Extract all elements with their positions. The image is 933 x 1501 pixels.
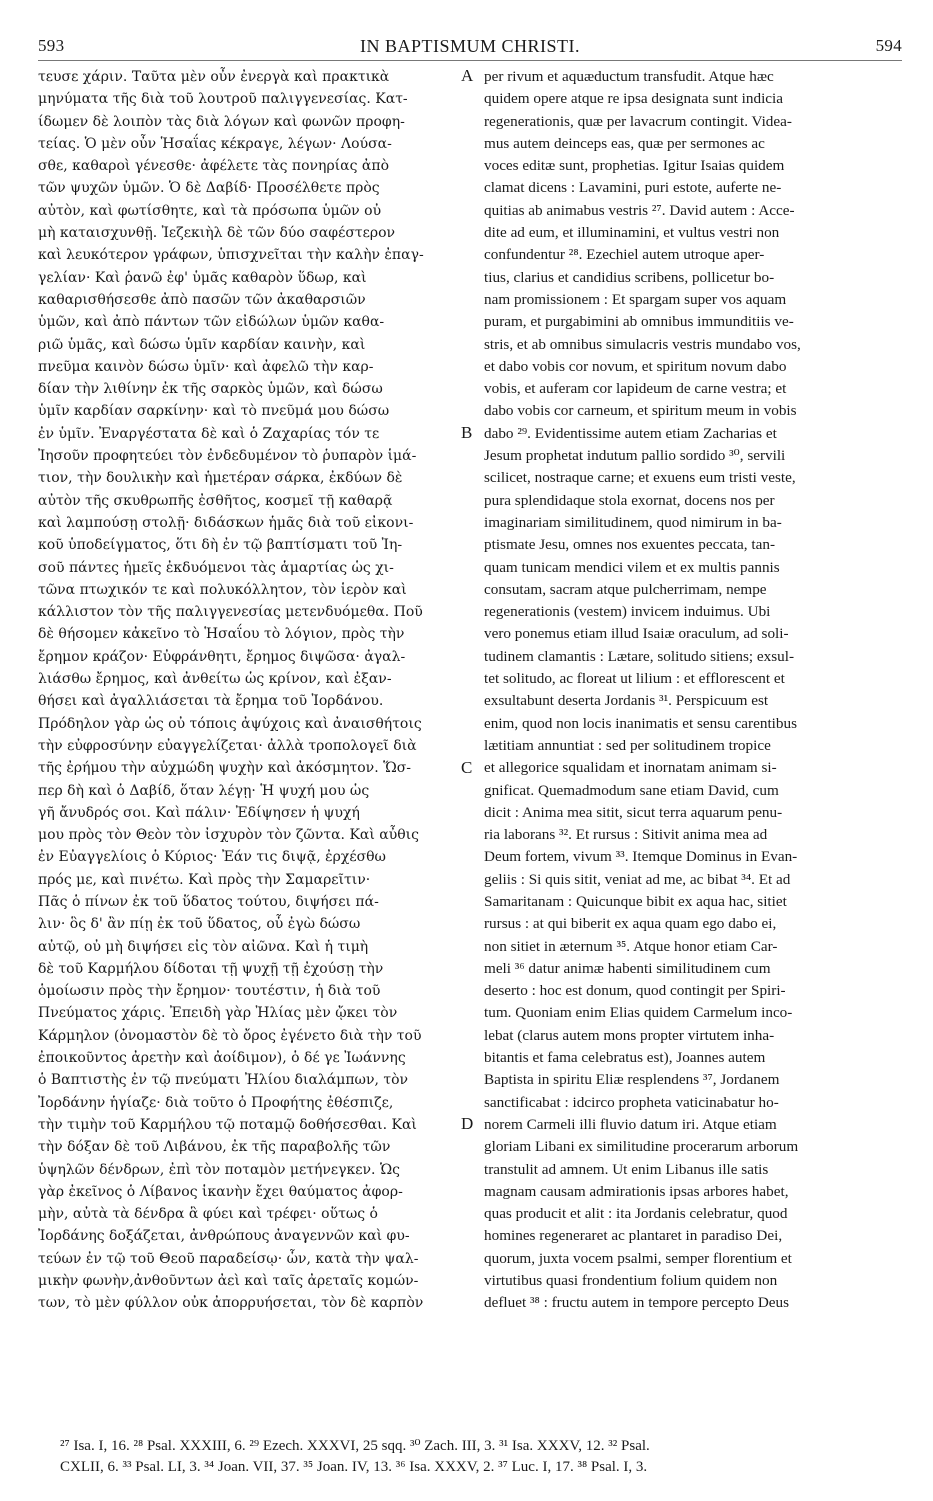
footnotes [60,1436,905,1478]
greek-text-line: Ἰησοῦν προφητεύει τὸν ἐνδεδυμένον τὸ ῥυπαρὸν ἱμά- [38,448,417,465]
latin-text-line: Samaritanam : Quicunque bibit ex aqua hac, sitiet [484,892,787,910]
latin-text-line: geliis : Si quis sitit, veniat ad me, ac bibat ³⁴. Et ad [484,870,791,888]
latin-text-line: quitias ab animabus vestris ²⁷. David autem : Acce- [484,201,795,219]
greek-text-line: ὑμῶν, καὶ ἀπὸ πάντων τῶν εἰδώλων ὑμῶν καθα- [38,314,385,331]
latin-text-line: ria laborans ³². Et rursus : Sitivit anima mea ad [484,826,768,844]
latin-text-line: et dabo vobis cor novum, et spiritum novum dabo [484,357,787,375]
greek-text-line: των, τὸ μὲν φύλλον οὐκ ἀπορρυήσεται, τὸν δὲ καρπὸν [38,1295,424,1312]
running-title: IN BAPTISMUM CHRISTI. [359,36,581,56]
latin-text-column [484,66,902,1440]
latin-text-line: voces editæ sunt, prophetias. Igitur Isaias quidem [484,157,785,175]
greek-text-line: καθαρισθήσεσθε ἀπὸ πασῶν τῶν ἀκαθαρσιῶν [38,291,366,308]
greek-text-line: τιον, τὴν δουλικὴν καὶ ἡμετέραν σάρκα, ἐκδύων δὲ [38,470,403,487]
greek-text-line: μὴ καταισχυνθῇ. Ἰεζεκιὴλ δὲ τῶν δύο σαφέστερον [38,225,396,242]
latin-text-line: ptismate Jesu, omnes nos exuentes peccata, tan- [484,536,776,554]
greek-text-line: καὶ λαμπούσῃ στολῇ· διδάσκων ἡμᾶς διὰ τοῦ εἰκονι- [38,514,414,531]
greek-text-line: ὁμοίωσιν πρὸς τὴν ἔρημον· τουτέστιν, ἡ διὰ τοῦ [38,983,381,1000]
latin-text-line: stris, et ab omnibus simulacris vestris mundabo vos, [484,335,801,353]
latin-text-line: quas producit et alit : ita Jordanis celebratur, quod [484,1205,788,1223]
latin-text-line: quorum, juxta vocem psalmi, semper florentium et [484,1249,792,1267]
section-marker-a: A [461,66,474,85]
page-number-left: 593 [38,36,65,55]
latin-text-line: lætitiam annuntiat : sed per solitudinem tropice [484,736,771,754]
latin-text-line: transtulit ad amnem. Ut enim Libanus ille satis [484,1160,769,1178]
latin-text-line: scilicet, nostraque carne; et exuens eum tristi veste, [484,469,796,487]
latin-text-line: consutam, sacram atque pulcherrimam, nempe [484,580,767,598]
greek-text-line: τὴν τιμὴν τοῦ Καρμήλου τῷ ποταμῷ δοθήσεσθαι. Καὶ [38,1116,417,1133]
greek-text-line: τείας. Ὁ μὲν οὖν Ἡσαΐας κέκραγε, λέγων· Λούσα- [38,135,392,152]
greek-text-line: τὴν εὐφροσύνην εὐαγγελίζεται· ἀλλὰ τροπολογεῖ διὰ [38,737,417,754]
greek-text-line: καὶ λευκότερον γράφων, ὑπισχνεῖται τὴν καλὴν ἐπαγ- [38,247,424,264]
latin-text-line: tet solitudo, ac floreat ut lilium : et efflorescent et [484,670,785,688]
latin-text-line: dicit : Anima mea sitit, sicut terra aquarum penu- [484,803,783,821]
section-marker-b: B [461,423,473,442]
latin-text-line: gnificat. Quemadmodum sane etiam David, cum [484,781,779,799]
greek-text-line: δίαν τὴν λιθίνην ἐκ τῆς σαρκὸς ὑμῶν, καὶ δώσω [38,381,383,398]
greek-text-line: πρός με, καὶ πινέτω. Καὶ πρὸς τὴν Σαμαρεῖτιν· [38,871,371,888]
greek-text-line: ὑψηλῶν δένδρων, ἐπὶ τὸν ποταμὸν μετήνεγκεν. Ὡς [38,1161,400,1178]
greek-text-line: αὐτῷ, οὐ μὴ διψήσει εἰς τὸν αἰῶνα. Καὶ ἡ τιμὴ [38,938,369,955]
greek-text-line: γῆ ἄνυδρός σοι. Καὶ πάλιν· Ἐδίψησεν ἡ ψυχή [38,804,360,821]
latin-text-line: bitantis et fama celebratus est), Joannes autem [484,1049,766,1067]
latin-text-line: tudinem clamantis : Lætare, solitudo sitiens; exsul- [484,647,795,665]
latin-text-line: magnam causam admirationis ipsas arbores habet, [484,1182,789,1200]
greek-text-line: πνεῦμα καινὸν δώσω ὑμῖν· καὶ ἀφελῶ τὴν καρ- [38,358,374,375]
latin-text-line: rursus : at qui biberit ex aqua quam ego dabo ei, [484,915,777,933]
greek-text-line: τῶν ψυχῶν ὑμῶν. Ὁ δὲ Δαβίδ· Προσέλθετε πρὸς [38,180,380,197]
greek-text-line: γελίαν· Καὶ ῥανῶ ἐφ' ὑμᾶς καθαρὸν ὕδωρ, καὶ [38,269,367,286]
greek-text-line: τὴν δόξαν δὲ τοῦ Λιβάνου, ἐκ τῆς παραβολῆς τῶν [38,1139,391,1156]
latin-text-line: et allegorice squalidam et inornatam animam si- [484,759,777,777]
greek-text-line: κάλλιστον τὸν τῆς παλιγγενεσίας μετενδυόμεθα. Ποῦ [38,604,423,621]
greek-text-line: τεύων ἐν τῷ τοῦ Θεοῦ παραδείσῳ· ὧν, κατὰ τὴν ψαλ- [38,1250,419,1267]
latin-text-line: regenerationis, quæ per lavacrum contingit. Videa- [484,112,792,130]
greek-text-line: Πρόδηλον γὰρ ὡς οὐ τόποις ἀψύχοις καὶ ἀναισθήτοις [38,715,422,732]
greek-text-line: σθε, καθαροὶ γένεσθε· ἀφέλετε τὰς πονηρίας ἀπὸ [38,158,389,175]
greek-text-line: τῶνα πτωχικόν τε καὶ πολυκόλλητον, τὸν ἱερὸν καὶ [38,581,407,598]
section-marker-d: D [461,1114,474,1133]
latin-text-line: homines regeneraret ac plantaret in paradiso Dei, [484,1227,783,1245]
latin-text-line: enim, quod non locis inanimatis et sensu carentibus [484,714,797,732]
latin-text-line: lebat (clarus autem mons propter virtutem inha- [484,1026,775,1044]
greek-text-line: Ἰορδάνην ἡγίαζε· διὰ τοῦτο ὁ Προφήτης ἐθέσπιζε, [38,1094,394,1111]
page-header [38,30,902,60]
latin-text-line: exsultabunt deserta Jordanis ³¹. Perspicuum est [484,692,769,710]
footnote-line: ²⁷ Isa. I, 16. ²⁸ Psal. XXXIII, 6. ²⁹ Ezech. XXXVI, 25 sqq. ³⁰ Zach. III, 3. ³¹ Isa. XXXV, 12. ³² Psal. [60,1438,650,1454]
latin-text-line: sanctificabat : idcirco propheta vaticinabatur ho- [484,1093,779,1111]
greek-text-line: τῆς ἐρήμου τὴν αὐχμώδη ψυχὴν καὶ ἀκόσμητον. Ὥσ- [38,760,412,777]
latin-text-line: deserto : hoc est donum, quod contingit per Spiri- [484,982,786,1000]
latin-text-line: confundentur ²⁸. Ezechiel autem utroque aper- [484,246,765,264]
greek-text-line: ἔρημον κράζον· Εὐφράνθητι, ἔρημος διψῶσα· ἀγαλ- [38,648,406,665]
latin-text-line: nam promissionem : Et spargam super vos aquam [484,290,787,308]
latin-text-line: tum. Quoniam enim Elias quidem Carmelum inco- [484,1004,793,1022]
latin-text-line: imaginariam similitudinem, quod nimirum in ba- [484,513,782,531]
greek-text-line: Κάρμηλον (ὀνομαστὸν δὲ τὸ ὄρος ἐγένετο διὰ τὴν τοῦ [38,1027,422,1044]
greek-text-line: σοῦ πάντες ἡμεῖς ἐκδυόμενοι τὰς ἁμαρτίας ὡς χι- [38,559,394,576]
greek-text-line: λιν· ὃς δ' ἂν πίῃ ἐκ τοῦ ὕδατος, οὗ ἐγὼ δώσω [38,916,361,933]
section-marker-c: C [461,758,473,777]
footnote-line: CXLII, 6. ³³ Psal. LI, 3. ³⁴ Joan. VII, 37. ³⁵ Joan. IV, 13. ³⁶ Isa. XXXV, 2. ³⁷ Luc. I, 17. ³⁸ Psal. I, 3. [60,1459,648,1475]
latin-text-line: meli ³⁶ datur animæ habenti similitudinem cum [484,959,771,977]
latin-text-line: gloriam Libani ex similitudine procerarum arborum [484,1138,799,1156]
latin-text-line: Baptista in spiritu Eliæ resplendens ³⁷, Jordanem [484,1071,780,1089]
latin-text-line: mus autem deinceps eas, quæ per sermones ac [484,134,765,152]
greek-text-line: λιάσθω ἔρημος, καὶ ἀνθείτω ὡς κρίνον, καὶ ἐξαν- [38,671,392,688]
latin-text-line: Jesum prophetat indutum pallio sordido ³⁰, servili [484,447,786,465]
page-number-right: 594 [875,36,902,55]
latin-text-line: vobis, et auferam cor lapideum de carne vestra; et [484,380,787,398]
latin-text-line: norem Carmeli illi fluvio datum iri. Atque etiam [484,1115,777,1133]
greek-text-line: μηνύματα τῆς διὰ τοῦ λουτροῦ παλιγγενεσίας. Κατ- [38,91,408,108]
greek-text-line: Ἰορδάνης δοξάζεται, ἀνθρώπους ἀναγεννῶν καὶ φυ- [38,1228,410,1245]
latin-text-line: dite ad eum, et illuminamini, et vultus vestri non [484,224,780,242]
latin-text-line: Deum fortem, vivum ³³. Itemque Dominus in Evan- [484,848,798,866]
greek-text-line: κοῦ ὑποδείγματος, ὅτι δὴ ἐν τῷ βαπτίσματι τοῦ Ἰη- [38,537,403,554]
greek-text-line: ἐν Εὐαγγελίοις ὁ Κύριος· Ἐάν τις διψᾷ, ἐρχέσθω [38,849,386,866]
greek-text-line: γὰρ ἐκεῖνος ὁ Λίβανος ἱκανὴν ἔχει θαύματος ἀφορ- [38,1183,403,1200]
greek-text-line: θήσει καὶ ἀγαλλιάσεται τὰ ἔρημα τοῦ Ἰορδάνου. [38,693,384,710]
latin-text-line: virtutibus quasi frondentium folium quidem non [484,1272,778,1290]
latin-text-line: dabo vobis cor carneum, et spiritum meum in vobis [484,402,797,420]
greek-text-line: αὐτὸν τῆς σκυθρωπῆς ἐσθῆτος, κοσμεῖ τῇ καθαρᾷ [38,492,393,509]
latin-text-line: defluet ³⁸ : fructu autem in tempore percepto Deus [484,1294,790,1312]
greek-text-line: ἐποικοῦντος ἀρετὴν καὶ ἀοίδιμον), ὁ δέ γε Ἰωάννης [38,1050,406,1067]
latin-text-line: vero ponemus etiam illud Isaiæ oraculum, ad soli- [484,625,789,643]
greek-text-line: μικὴν φωνὴν,ἀνθοῦντων ἀεὶ καὶ ταῖς ἀρεταῖς κομών- [38,1273,419,1290]
greek-text-line: ὑμῖν καρδίαν σαρκίνην· καὶ τὸ πνεῦμά μου δώσω [38,403,390,420]
latin-text-line: regenerationis (vestem) invicem induimus. Ubi [484,603,771,621]
latin-text-line: per rivum et aquæductum transfudit. Atque hæc [484,68,774,85]
greek-text-line: ἐν ὑμῖν. Ἐναργέστατα δὲ καὶ ὁ Ζαχαρίας τόν τε [38,425,380,442]
greek-text-line: Πνεύματος χάρις. Ἐπειδὴ γὰρ Ἠλίας μὲν ᾤκει τὸν [38,1005,398,1022]
greek-text-line: περ δὴ καὶ ὁ Δαβίδ, ὅταν λέγῃ· Ἡ ψυχή μου ὡς [38,782,370,799]
latin-text-line: non sitiet in æternum ³⁵. Atque honor etiam Car- [484,937,778,955]
latin-text-line: puram, et purgabimini ab omnibus immunditiis ve- [484,313,794,331]
latin-text-line: tius, clarius et candidius scribens, pollicetur bo- [484,268,775,286]
header-rule [38,60,902,61]
greek-text-line: δὲ θήσομεν κἀκεῖνο τὸ Ἡσαΐου τὸ λόγιον, πρὸς τὴν [38,626,405,643]
greek-text-line: ριῶ ὑμᾶς, καὶ δώσω ὑμῖν καρδίαν καινὴν, καὶ [38,336,366,353]
latin-text-line: quam tunicam mendici vilem et ex multis pannis [484,558,780,576]
latin-text-line: dabo ²⁹. Evidentissime autem etiam Zacharias et [484,424,777,442]
greek-text-column [38,66,466,1440]
greek-text-line: ίδωμεν δὲ λοιπὸν τὰς διὰ λόγων καὶ φωνῶν προφη- [38,113,405,130]
greek-text-line: μὴν, αὐτὰ τὰ δένδρα ἃ φύει καὶ τρέφει· οὕτως ὁ [38,1206,378,1223]
greek-text-line: Πᾶς ὁ πίνων ἐκ τοῦ ὕδατος τούτου, διψήσει πά- [38,893,379,910]
greek-text-line: αὐτὸν, καὶ φωτίσθητε, καὶ τὰ πρόσωπα ὑμῶν οὐ [38,202,382,219]
latin-text-line: quidem opere atque re ipsa designata sunt indicia [484,90,784,108]
greek-text-line: τευσε χάριν. Ταῦτα μὲν οὖν ἐνεργὰ καὶ πρακτικὰ [38,69,390,85]
greek-text-line: μου πρὸς τὸν Θεὸν τὸν ἰσχυρὸν τὸν ζῶντα. Καὶ αὖθις [38,827,420,844]
greek-text-line: δὲ τοῦ Καρμήλου δίδοται τῇ ψυχῇ τῇ ἐχούσῃ τὴν [38,960,384,977]
greek-text-line: ὁ Βαπτιστὴς ἐν τῷ πνεύματι Ἠλίου διαλάμπων, τὸν [38,1072,409,1089]
latin-text-line: pura splendidaque stola exornat, docens nos per [484,491,775,509]
latin-text-line: clamat dicens : Lavamini, puri estote, auferte ne- [484,179,782,197]
